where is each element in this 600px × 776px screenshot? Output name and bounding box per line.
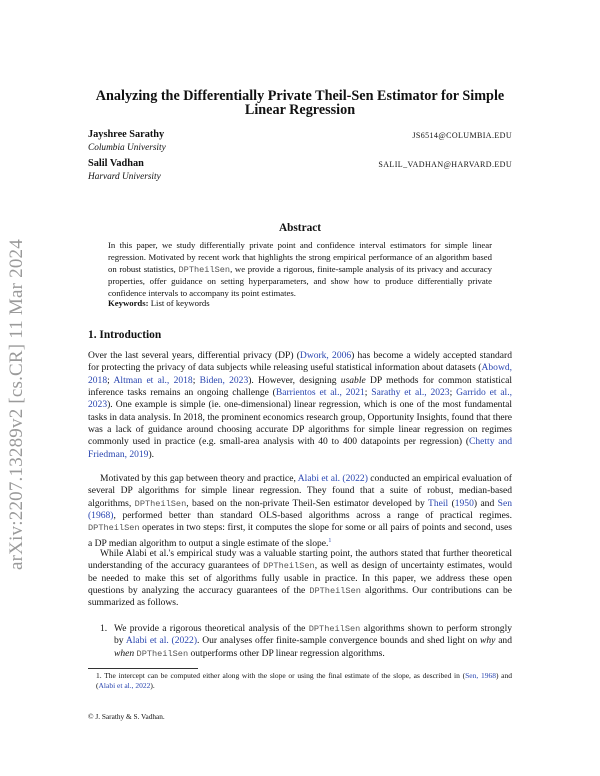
list-number: 1. [100,623,108,634]
author-email[interactable]: JS6514@COLUMBIA.EDU [412,131,512,140]
code-term: DPTheilSen [309,586,361,597]
citation-link[interactable]: Sen (1968) [88,497,512,522]
citation-link[interactable]: Garrido et al., 2023 [88,387,512,411]
list-item: We provide a rigorous theoretical analysis of the DPTheilSen algorithms shown to perform strongly by Alabi et al. (2022). Our analyses offer finite-sample convergence bounds and shed light on why and when DPTheilSen outperforms other DP linear regression algorithms. [114,623,512,659]
author-name: Jayshree Sarathy [88,129,165,140]
paragraph-1: Over the last several years, differential privacy (DP) (Dwork, 2006) has become a widely accepted standard for protecting the privacy of data subjects while releasing useful statistical information about datasets (Abowd, 2018; Altman et al., 2018; Biden, 2023). However, designing usable DP methods for common statistical inference tasks remains an ongoing challenge (Barrientos et al., 2021; Sarathy et al., 2023; Garrido et al., 2023). One example is simple (ie. one-dimensional) linear regression, which is one of the most fundamental tasks in data analysis. In 2018, the prominent economics research group, Opportunity Insights, found that there was a lack of guidance around choosing accurate DP algorithms for simple linear regression on regimes commonly used in practice (e.g. small-area analysis with 40 to 400 datapoints per regression) (Chetty and Friedman, 2019). [88,350,512,460]
citation-link[interactable]: Alabi et al., 2022 [98,681,151,690]
footnote-marker[interactable]: 1 [328,537,332,544]
code-term: DPTheilSen [178,264,231,275]
citation-link[interactable]: Alabi et al. (2022) [125,635,198,647]
author-affiliation: Columbia University [88,143,166,153]
author-affiliation: Harvard University [88,172,161,182]
paper-title: Analyzing the Differentially Private Theil-Sen Estimator for Simple Linear Regression [95,88,505,118]
paragraph-2: Motivated by this gap between theory and practice, Alabi et al. (2022) conducted an empirical evaluation of several DP algorithms for simple linear regression. They found that a suite of robust, median-based algorithms, DPTheilSen, based on the non-private Theil-Sen estimator developed by Theil (1950) and Sen (1968), performed better than standard OLS-based algorithms across a range of practical regimes. DPTheilSen operates in two steps: first, it computes the slope for some or all pairs of points and second, uses a DP median algorithm to output a single estimate of the slope.$^1$ [88,473,512,549]
abstract-text: In this paper, we study differentially private point and confidence interval estimators for simple linear regression. Motivated by recent work that highlights the strong empirical performance of an algorithm based on robust statistics, DPTheilSen, we provide a rigorous, finite-sample analysis of its privacy and accuracy properties, offer guidance on setting hyperparameters, and show how to produce differentially private confidence intervals to accompany its point estimates. [108,240,492,299]
citation-link[interactable]: 1950 [454,497,474,509]
abstract-heading: Abstract [278,222,322,234]
citation-link[interactable]: Sen, 1968 [465,671,496,680]
citation-link[interactable]: Sarathy et al., 2023 [371,387,450,399]
author-email[interactable]: SALIL_VADHAN@HARVARD.EDU [378,160,512,169]
citation-link[interactable]: Altman et al., 2018 [113,374,193,386]
section-heading: 1. Introduction [88,329,162,341]
citation-link[interactable]: Alabi et al. (2022) [297,473,368,484]
citation-link[interactable]: Abowd, 2018 [88,362,512,386]
code-term: DPTheilSen [263,561,315,572]
author-name: Salil Vadhan [88,158,144,169]
arxiv-stamp: arXiv:2207.13289v2 [cs.CR] 11 Mar 2024 [6,239,27,571]
code-term: DPTheilSen [308,624,361,634]
citation-link[interactable]: Theil [427,497,449,509]
code-term: DPTheilSen [88,523,140,534]
copyright-notice: © J. Sarathy & S. Vadhan. [88,712,165,721]
citation-link[interactable]: Dwork, 2006 [299,350,352,361]
footnote-divider [88,668,198,669]
paragraph-3: While Alabi et al.'s empirical study was a valuable starting point, the authors stated that further theoretical understanding of the accuracy guarantees of DPTheilSen, as well as design of uncertainty estimates, would be needed to make this set of algorithms fully usable in practice. In this paper, we address these open questions by analyzing the accuracy guarantees of the DPTheilSen algorithms. Our contributions can be summarized as follows. [88,548,512,609]
citation-link[interactable]: Biden, 2023 [199,374,249,386]
keywords: Keywords: List of keywords [108,298,210,308]
code-term: DPTheilSen [134,498,187,509]
citation-link[interactable]: Barrientos et al., 2021 [275,387,365,399]
keywords-label: Keywords: [108,298,149,308]
citation-link[interactable]: Chetty and Friedman, 2019 [88,436,512,460]
footnote: 1. The intercept can be computed either along with the slope or using the final estimate of the slope, as described in (Sen, 1968) and (Alabi et al., 2022). [96,671,512,690]
contribution-list [88,623,512,660]
code-term: DPTheilSen [136,648,189,659]
